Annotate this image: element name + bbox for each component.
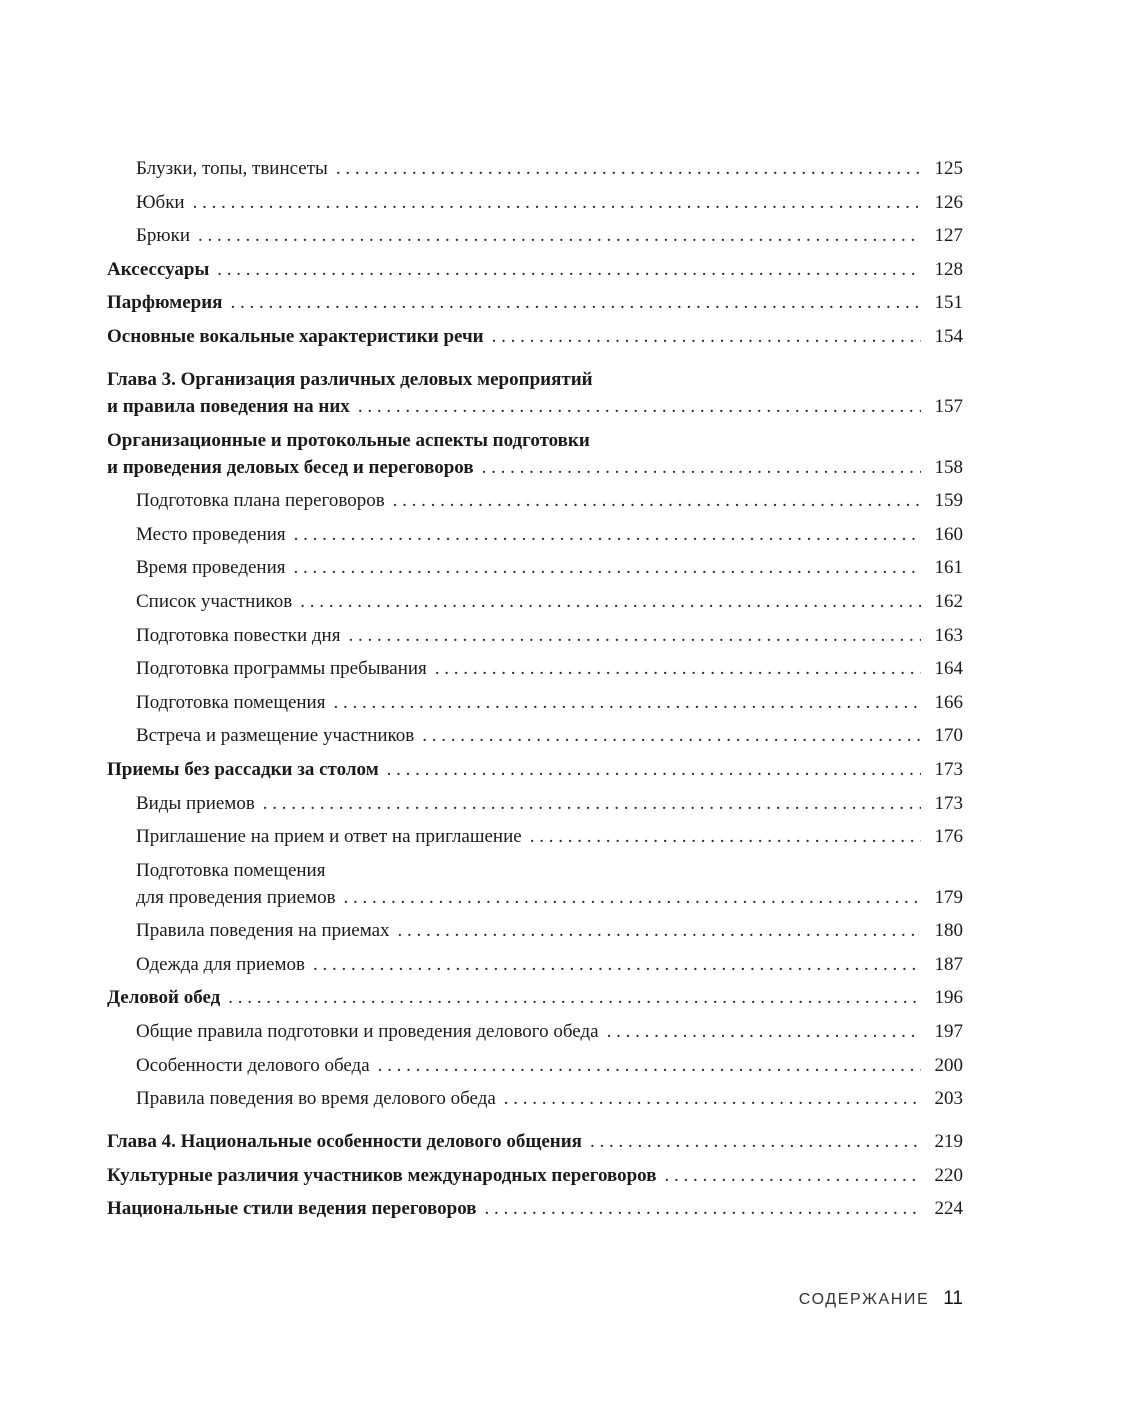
dot-leader <box>358 393 921 420</box>
toc-entry-page: 176 <box>934 826 963 848</box>
toc-section-title: Приемы без рассадки за столом <box>107 758 379 780</box>
dot-leader <box>504 1085 921 1112</box>
toc-section[interactable] <box>107 256 963 283</box>
toc-entry-page: 187 <box>934 953 963 975</box>
dot-leader <box>530 823 921 850</box>
dot-leader <box>398 917 921 944</box>
toc-entry-page: 219 <box>934 1131 963 1153</box>
toc-chapter-title-line1: Глава 3. Организация различных деловых мероприятий <box>107 368 593 390</box>
toc-entry-page: 162 <box>934 590 963 612</box>
dot-leader <box>387 756 921 783</box>
toc-entry-page: 126 <box>934 191 963 213</box>
dot-leader <box>230 289 921 316</box>
toc-entry-page: 163 <box>934 624 963 646</box>
toc-entry-title: Брюки <box>136 225 191 247</box>
toc-entry-title: Подготовка помещения <box>136 691 326 713</box>
toc-section-title: Культурные различия участников международных переговоров <box>107 1164 657 1186</box>
toc-entry-title: Особенности делового обеда <box>136 1054 370 1076</box>
toc-entry-page: 164 <box>934 658 963 680</box>
toc-entry[interactable] <box>107 588 963 615</box>
toc-entry[interactable] <box>107 487 963 514</box>
toc-entry-page: 158 <box>934 456 963 478</box>
dot-leader <box>228 984 921 1011</box>
toc-entry-page: 224 <box>934 1198 963 1220</box>
toc-section[interactable] <box>107 427 963 481</box>
toc-section-title: Национальные стили ведения переговоров <box>107 1198 477 1220</box>
toc-entry[interactable] <box>107 222 963 249</box>
toc-entry[interactable] <box>107 823 963 850</box>
dot-leader <box>348 622 921 649</box>
toc-entry-title: Общие правила подготовки и проведения делового обеда <box>136 1021 599 1043</box>
toc-entry-title: Встреча и размещение участников <box>136 725 415 747</box>
toc-entry-title: Список участников <box>136 590 293 612</box>
toc-entry-page: 197 <box>934 1021 963 1043</box>
toc-entry-title: Правила поведения на приемах <box>136 920 390 942</box>
toc-entry[interactable] <box>107 917 963 944</box>
dot-leader <box>435 655 921 682</box>
toc-section[interactable] <box>107 984 963 1011</box>
toc-entry[interactable] <box>107 155 963 182</box>
dot-leader <box>217 256 921 283</box>
dot-leader <box>492 323 921 350</box>
toc-entry-page: 179 <box>934 886 963 908</box>
toc-entry-page: 170 <box>934 725 963 747</box>
table-of-contents <box>107 155 963 1229</box>
dot-leader <box>422 722 921 749</box>
toc-entry-title: Блузки, топы, твинсеты <box>136 158 328 179</box>
toc-entry-title: Подготовка плана переговоров <box>136 490 385 512</box>
dot-leader <box>313 951 921 978</box>
toc-entry[interactable] <box>107 951 963 978</box>
page-number: 11 <box>943 1288 963 1309</box>
toc-entry[interactable] <box>107 1085 963 1112</box>
toc-entry-title: Место проведения <box>136 523 286 545</box>
toc-entry-page: 166 <box>934 691 963 713</box>
toc-entry[interactable] <box>107 554 963 581</box>
toc-entry[interactable] <box>107 689 963 716</box>
dot-leader <box>344 884 921 911</box>
toc-chapter[interactable] <box>107 366 963 420</box>
toc-entry-page: 128 <box>934 258 963 280</box>
dot-leader <box>607 1018 921 1045</box>
toc-entry-title: Приглашение на прием и ответ на приглашение <box>136 826 522 848</box>
page-footer <box>799 1288 963 1310</box>
toc-entry[interactable] <box>107 1018 963 1045</box>
toc-entry-title: Подготовка программы пребывания <box>136 658 427 680</box>
toc-section[interactable] <box>107 756 963 783</box>
toc-chapter-title-line2: и правила поведения на них <box>107 395 350 417</box>
toc-entry-page: 180 <box>934 920 963 942</box>
toc-section-title: Основные вокальные характеристики речи <box>107 325 484 347</box>
toc-chapter[interactable] <box>107 1128 963 1155</box>
toc-entry-title: Одежда для приемов <box>136 953 305 975</box>
toc-section[interactable] <box>107 1162 963 1189</box>
toc-entry-title-line2: для проведения приемов <box>136 886 336 908</box>
running-head: СОДЕРЖАНИЕ <box>798 1291 930 1308</box>
toc-entry-page: 125 <box>934 158 963 179</box>
toc-section[interactable] <box>107 289 963 316</box>
toc-entry-page: 203 <box>934 1088 963 1110</box>
toc-entry[interactable] <box>107 622 963 649</box>
dot-leader <box>482 454 921 481</box>
toc-entry-title: Виды приемов <box>136 792 255 814</box>
toc-entry-page: 200 <box>934 1054 963 1076</box>
dot-leader <box>263 790 921 817</box>
dot-leader <box>294 521 921 548</box>
toc-entry-page: 220 <box>934 1164 963 1186</box>
dot-leader <box>336 155 921 182</box>
dot-leader <box>590 1128 921 1155</box>
toc-section[interactable] <box>107 1195 963 1222</box>
toc-entry-page: 127 <box>934 225 963 247</box>
dot-leader <box>393 487 921 514</box>
toc-entry-title: Подготовка повестки дня <box>136 624 341 646</box>
toc-entry-title: Время проведения <box>136 557 286 579</box>
toc-entry-page: 151 <box>934 292 963 314</box>
dot-leader <box>333 689 921 716</box>
toc-entry-page: 161 <box>934 557 963 579</box>
toc-entry-page: 160 <box>934 523 963 545</box>
dot-leader <box>300 588 921 615</box>
toc-entry[interactable] <box>107 722 963 749</box>
toc-entry-page: 196 <box>934 987 963 1009</box>
toc-section-title: Деловой обед <box>107 987 221 1009</box>
toc-entry-page: 173 <box>934 792 963 814</box>
toc-entry[interactable] <box>107 790 963 817</box>
toc-entry-page: 157 <box>934 395 963 417</box>
dot-leader <box>664 1162 921 1189</box>
toc-section-title-line1: Организационные и протокольные аспекты подготовки <box>107 429 590 451</box>
dot-leader <box>378 1052 921 1079</box>
toc-entry[interactable] <box>107 857 963 911</box>
toc-entry[interactable] <box>107 655 963 682</box>
dot-leader <box>485 1195 922 1222</box>
toc-entry[interactable] <box>107 521 963 548</box>
toc-section-title-line2: и проведения деловых бесед и переговоров <box>107 456 474 478</box>
dot-leader <box>198 222 921 249</box>
toc-section[interactable] <box>107 323 963 350</box>
toc-entry-title-line1: Подготовка помещения <box>136 859 326 881</box>
toc-entry-title: Правила поведения во время делового обеда <box>136 1088 496 1110</box>
toc-entry-page: 159 <box>934 490 963 512</box>
toc-entry-title: Юбки <box>136 191 185 213</box>
dot-leader <box>193 189 921 216</box>
dot-leader <box>294 554 921 581</box>
toc-section-title: Аксессуары <box>107 258 210 280</box>
toc-entry[interactable] <box>107 1052 963 1079</box>
toc-entry-page: 154 <box>934 325 963 347</box>
toc-section-title: Парфюмерия <box>107 292 223 314</box>
toc-entry[interactable] <box>107 189 963 216</box>
toc-entry-page: 173 <box>934 758 963 780</box>
toc-chapter-title: Глава 4. Национальные особенности делового общения <box>107 1131 582 1153</box>
